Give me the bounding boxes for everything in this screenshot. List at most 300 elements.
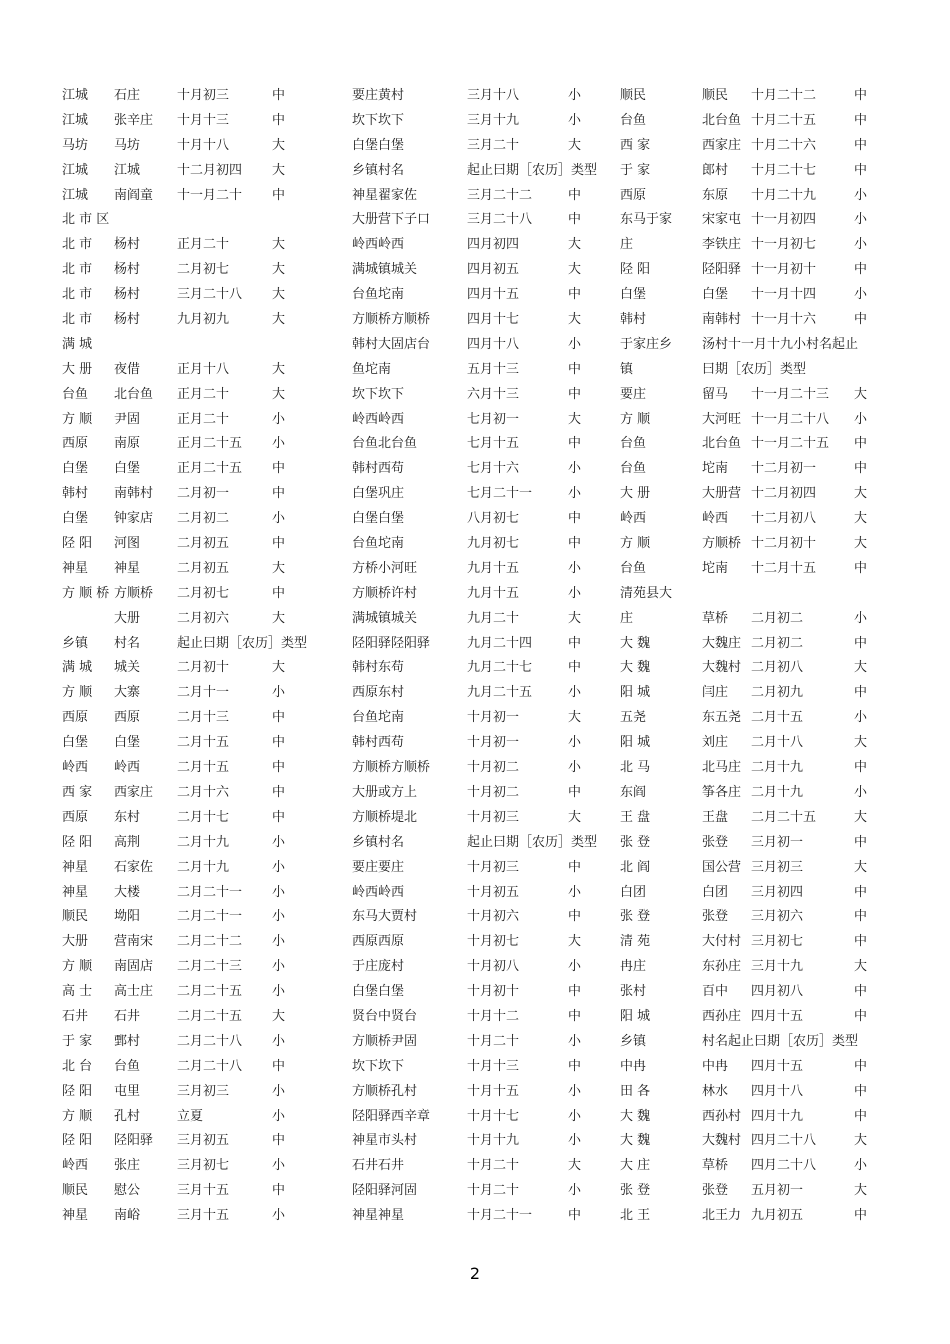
- table-cell: 中: [854, 88, 868, 103]
- table-cell: 小: [568, 1133, 582, 1149]
- table-cell: 中: [272, 187, 286, 203]
- table-cell: 岭西: [114, 760, 141, 776]
- table-cell: 中: [272, 461, 286, 477]
- table-cell: 中: [854, 635, 868, 651]
- table-cell: 小: [568, 461, 582, 477]
- table-cell: 二月十六: [177, 784, 230, 800]
- table-cell: 九月二十五: [467, 685, 533, 701]
- table-cell: 大: [568, 312, 582, 328]
- table-cell: 北 市: [62, 312, 93, 328]
- table-cell: 草桥: [702, 1158, 729, 1174]
- table-cell: 白堡白堡: [352, 511, 405, 527]
- table-cell: 四月初八: [751, 984, 804, 1000]
- table-cell: 十月初六: [467, 909, 520, 925]
- table-cell: 西家庄: [702, 137, 742, 153]
- table-cell: 大: [272, 237, 286, 253]
- table-cell: 七月十六: [467, 461, 520, 477]
- table-cell: 张登: [702, 834, 729, 850]
- table-cell: 十月十三: [177, 112, 230, 128]
- table-cell: 神星: [62, 884, 89, 900]
- table-cell: 方 顺: [62, 411, 93, 427]
- table-cell: 中: [272, 585, 286, 601]
- table-cell: 中: [568, 361, 582, 377]
- table-cell: 鄄村: [114, 1033, 141, 1049]
- table-cell: 中: [568, 536, 582, 552]
- table-cell: 要庄要庄: [352, 859, 405, 875]
- table-cell: 南韩村: [702, 312, 742, 328]
- table-cell: 东孙庄: [702, 959, 742, 975]
- table-cell: 小: [568, 1083, 582, 1099]
- table-cell: 三月初六: [751, 909, 804, 925]
- table-cell: 慰公: [114, 1183, 141, 1199]
- table-cell: 小: [272, 1033, 286, 1049]
- table-cell: 小: [568, 959, 582, 975]
- table-cell: 林水: [702, 1083, 729, 1099]
- table-cell: 十月十三: [467, 1058, 520, 1074]
- table-cell: 二月初五: [177, 536, 230, 552]
- table-cell: 西原东村: [352, 685, 405, 701]
- table-cell: 大: [272, 560, 286, 576]
- table-cell: 小: [272, 685, 286, 701]
- table-cell: 岭西: [702, 511, 729, 527]
- table-cell: 方顺桥方顺桥: [352, 312, 431, 328]
- table-cell: 大册: [62, 934, 89, 950]
- table-cell: 满城镇城关: [352, 610, 418, 626]
- table-cell: 方 顺: [620, 411, 651, 427]
- table-cell: 宋家屯: [702, 212, 742, 228]
- table-cell: 大: [272, 137, 286, 153]
- table-cell: 尹固: [114, 411, 141, 427]
- table-cell: 小: [568, 336, 582, 352]
- table-cell: 岭西: [620, 511, 647, 527]
- table-cell: 八月初七: [467, 511, 520, 527]
- table-cell: 韩村大固店台: [352, 336, 431, 352]
- table-cell: 大: [854, 959, 868, 975]
- table-cell: 十月二十: [467, 1183, 520, 1199]
- table-cell: 张 登: [620, 834, 651, 850]
- table-cell: 北马庄: [702, 760, 742, 776]
- table-cell: 冉庄: [620, 959, 647, 975]
- table-cell: 大: [272, 312, 286, 328]
- table-cell: 北 市: [62, 262, 93, 278]
- table-cell: 中: [568, 984, 582, 1000]
- table-cell: 中: [854, 137, 868, 153]
- table-cell: 二月初二: [177, 511, 230, 527]
- table-cell: 十一月二十: [177, 187, 243, 203]
- table-cell: 二月二十八: [177, 1033, 243, 1049]
- table-cell: 坳阳: [114, 909, 141, 925]
- table-cell: 二月十九: [177, 859, 230, 875]
- table-cell: 台鱼: [620, 461, 647, 477]
- table-cell: 中: [568, 784, 582, 800]
- table-cell: 南韩村: [114, 486, 154, 502]
- table-cell: 小: [854, 1158, 868, 1174]
- table-cell: 江城: [62, 112, 89, 128]
- table-cell: 江城: [114, 162, 141, 178]
- table-cell: 二月初九: [751, 685, 804, 701]
- table-cell: 十二月十五: [751, 560, 817, 576]
- table-cell: 中: [854, 1108, 868, 1124]
- table-cell: 大: [568, 710, 582, 726]
- table-cell: 大 魏: [620, 635, 651, 651]
- table-cell: 大: [272, 610, 286, 626]
- table-cell: 四月初五: [467, 262, 520, 278]
- table-cell: 陉 阳: [62, 536, 93, 552]
- table-cell: 百中: [702, 984, 729, 1000]
- table-cell: 坨南: [702, 461, 729, 477]
- table-cell: 大: [272, 287, 286, 303]
- table-cell: 西孙村: [702, 1108, 742, 1124]
- table-cell: 四月十五: [751, 1008, 804, 1024]
- table-cell: 马坊: [62, 137, 89, 153]
- table-cell: 二月初七: [177, 262, 230, 278]
- table-cell: 十一月初七: [751, 237, 817, 253]
- table-cell: 石井: [62, 1008, 89, 1024]
- table-cell: 中: [854, 909, 868, 925]
- table-cell: 城关: [114, 660, 141, 676]
- table-cell: 大: [272, 386, 286, 402]
- table-cell: 大: [854, 386, 868, 402]
- table-cell: 大寨: [114, 685, 141, 701]
- table-cell: 张 登: [620, 1183, 651, 1199]
- table-cell: 起止曰期［农历］类型: [467, 162, 598, 178]
- table-cell: 十月初七: [467, 934, 520, 950]
- table-cell: 中: [854, 984, 868, 1000]
- table-cell: 中: [272, 88, 286, 103]
- table-cell: 北 王: [620, 1208, 651, 1224]
- table-cell: 中: [272, 735, 286, 751]
- table-cell: 中: [854, 760, 868, 776]
- table-cell: 中: [854, 685, 868, 701]
- table-cell: 中: [272, 809, 286, 825]
- table-cell: 三月初五: [177, 1133, 230, 1149]
- table-cell: 大 庄: [620, 1158, 651, 1174]
- table-cell: 要庄: [620, 386, 647, 402]
- table-cell: 满 城: [62, 336, 93, 352]
- table-cell: 中: [568, 859, 582, 875]
- table-cell: 张村: [620, 984, 647, 1000]
- table-cell: 岭西岭西: [352, 884, 405, 900]
- table-cell: 大: [854, 735, 868, 751]
- table-cell: 方顺桥许村: [352, 585, 418, 601]
- table-cell: 二月初一: [177, 486, 230, 502]
- table-cell: 大河旺: [702, 411, 742, 427]
- table-cell: 大册: [114, 610, 141, 626]
- table-cell: 立夏: [177, 1108, 204, 1124]
- table-cell: 小: [272, 834, 286, 850]
- table-cell: 大册营下子口: [352, 212, 431, 228]
- table-cell: 小: [568, 884, 582, 900]
- table-cell: 小: [272, 511, 286, 527]
- table-cell: 王盘: [702, 809, 729, 825]
- table-cell: 三月初七: [751, 934, 804, 950]
- table-cell: 坨南: [702, 560, 729, 576]
- table-cell: 起止曰期［农历］类型: [467, 834, 598, 850]
- table-cell: 正月二十: [177, 386, 230, 402]
- table-cell: 小: [272, 909, 286, 925]
- table-cell: 东阎: [620, 784, 647, 800]
- table-cell: 石井: [114, 1008, 141, 1024]
- table-cell: 三月初三: [751, 859, 804, 875]
- table-cell: 方顺桥方顺桥: [352, 760, 431, 776]
- table-cell: 张登: [702, 1183, 729, 1199]
- table-cell: 于家庄乡: [620, 336, 673, 352]
- table-cell: 大: [854, 1183, 868, 1199]
- table-cell: 方 顺: [62, 685, 93, 701]
- table-cell: 十一月初四: [751, 212, 817, 228]
- table-cell: 西原: [62, 436, 89, 452]
- table-cell: 方 顺: [62, 959, 93, 975]
- table-cell: 十月十五: [467, 1083, 520, 1099]
- table-cell: 起止曰期［农历］类型: [177, 635, 308, 651]
- table-cell: 小: [568, 560, 582, 576]
- table-cell: 中: [568, 1208, 582, 1224]
- table-cell: 二月二十一: [177, 909, 243, 925]
- table-cell: 小: [854, 212, 868, 228]
- table-cell: 中冉: [620, 1058, 647, 1074]
- table-cell: 大册营: [702, 486, 742, 502]
- table-cell: 韩村: [62, 486, 89, 502]
- table-cell: 陉阳驿陉阳驿: [352, 635, 431, 651]
- table-cell: 刘庄: [702, 735, 729, 751]
- table-cell: 小: [854, 287, 868, 303]
- table-cell: 大: [568, 137, 582, 153]
- table-cell: 北 马: [620, 760, 651, 776]
- table-cell: 大: [568, 1158, 582, 1174]
- table-cell: 方顺桥尹固: [352, 1033, 418, 1049]
- table-cell: 十月二十: [467, 1158, 520, 1174]
- table-cell: 十一月二十八: [751, 411, 830, 427]
- table-cell: 中: [854, 436, 868, 452]
- table-cell: 白堡: [620, 287, 647, 303]
- table-cell: 于庄庞村: [352, 959, 405, 975]
- table-cell: 清苑县大: [620, 585, 673, 601]
- table-cell: 二月十七: [177, 809, 230, 825]
- table-cell: 东马大贾村: [352, 909, 418, 925]
- table-cell: 七月十五: [467, 436, 520, 452]
- table-cell: 韩村东苟: [352, 660, 405, 676]
- table-cell: 四月十八: [467, 336, 520, 352]
- table-cell: 坎下坎下: [352, 386, 405, 402]
- table-cell: 神星: [62, 560, 89, 576]
- table-cell: 北王力: [702, 1208, 742, 1224]
- table-cell: 小: [568, 735, 582, 751]
- table-cell: 小: [272, 436, 286, 452]
- table-cell: 三月二十八: [467, 212, 533, 228]
- table-cell: 二月二十二: [177, 934, 243, 950]
- table-cell: 方顺桥: [702, 536, 742, 552]
- table-cell: 三月十五: [177, 1183, 230, 1199]
- table-cell: 小: [272, 1108, 286, 1124]
- table-cell: 小: [272, 884, 286, 900]
- table-cell: 营南宋: [114, 934, 154, 950]
- table-cell: 石庄: [114, 88, 141, 103]
- table-cell: 于 家: [620, 162, 651, 178]
- table-cell: 中: [854, 884, 868, 900]
- table-cell: 小: [568, 486, 582, 502]
- table-cell: 顺民: [702, 88, 729, 103]
- table-cell: 西原: [114, 710, 141, 726]
- table-cell: 曰期［农历］类型: [702, 361, 807, 377]
- table-cell: 张庄: [114, 1158, 141, 1174]
- table-cell: 中冉: [702, 1058, 729, 1074]
- table-cell: 正月二十: [177, 237, 230, 253]
- table-cell: 大: [568, 610, 582, 626]
- table-cell: 中: [854, 112, 868, 128]
- table-cell: 十月初一: [467, 735, 520, 751]
- table-cell: 十月初十: [467, 984, 520, 1000]
- table-cell: 白堡: [62, 461, 89, 477]
- table-cell: 二月初七: [177, 585, 230, 601]
- table-cell: 中: [568, 287, 582, 303]
- table-cell: 中: [272, 112, 286, 128]
- table-cell: 台鱼坨南: [352, 287, 405, 303]
- table-cell: 四月二十八: [751, 1133, 817, 1149]
- table-cell: 方顺桥: [114, 585, 154, 601]
- table-cell: 陉阳驿: [702, 262, 742, 278]
- table-cell: 小: [568, 760, 582, 776]
- table-cell: 阳 城: [620, 685, 651, 701]
- table-cell: 西原: [620, 187, 647, 203]
- table-cell: 十月初八: [467, 959, 520, 975]
- table-cell: 大: [272, 162, 286, 178]
- table-cell: 十一月初十: [751, 262, 817, 278]
- table-cell: 十一月二十五: [751, 436, 830, 452]
- table-cell: 神星: [62, 1208, 89, 1224]
- table-cell: 国公营: [702, 859, 742, 875]
- table-cell: 中: [854, 934, 868, 950]
- table-cell: 孔村: [114, 1108, 141, 1124]
- table-cell: 小: [272, 959, 286, 975]
- table-cell: 神星市头村: [352, 1133, 418, 1149]
- table-cell: 陉 阳: [62, 1133, 93, 1149]
- table-cell: 要庄黄村: [352, 88, 405, 103]
- table-cell: 张 登: [620, 909, 651, 925]
- table-cell: 十月二十七: [751, 162, 817, 178]
- table-cell: 三月十九: [467, 112, 520, 128]
- table-cell: 北 台: [62, 1058, 93, 1074]
- table-cell: 乡镇村名: [352, 834, 405, 850]
- table-cell: 西原: [62, 710, 89, 726]
- table-cell: 台鱼北台鱼: [352, 436, 418, 452]
- table-cell: 中: [568, 511, 582, 527]
- table-cell: 白堡: [114, 461, 141, 477]
- table-cell: 十月初三: [467, 859, 520, 875]
- table-cell: 大付村: [702, 934, 742, 950]
- table-cell: 二月十五: [177, 760, 230, 776]
- table-cell: 庄: [620, 610, 634, 626]
- table-cell: 西孙庄: [702, 1008, 742, 1024]
- table-cell: 岭西岭西: [352, 411, 405, 427]
- table-cell: 三月二十: [467, 137, 520, 153]
- table-cell: 十一月十六: [751, 312, 817, 328]
- table-cell: 中: [272, 760, 286, 776]
- table-cell: 二月十三: [177, 710, 230, 726]
- table-cell: 大: [272, 262, 286, 278]
- table-cell: 十月二十五: [751, 112, 817, 128]
- table-cell: 三月初一: [751, 834, 804, 850]
- table-cell: 方顺桥孔村: [352, 1083, 418, 1099]
- table-cell: 小: [272, 984, 286, 1000]
- table-cell: 二月二十五: [177, 984, 243, 1000]
- table-cell: 大: [854, 809, 868, 825]
- table-cell: 中: [272, 710, 286, 726]
- table-cell: 中: [568, 436, 582, 452]
- table-cell: 中: [568, 187, 582, 203]
- table-cell: 满城镇城关: [352, 262, 418, 278]
- table-cell: 二月初八: [751, 660, 804, 676]
- table-cell: 小: [854, 710, 868, 726]
- table-cell: 南原: [114, 436, 141, 452]
- table-cell: 阳 城: [620, 1008, 651, 1024]
- table-cell: 中: [272, 1183, 286, 1199]
- table-cell: 北 市 区: [62, 212, 110, 228]
- table-cell: 大册或方上: [352, 784, 418, 800]
- table-cell: 草桥: [702, 610, 729, 626]
- table-cell: 鱼坨南: [352, 361, 392, 377]
- table-cell: 北 市: [62, 287, 93, 303]
- table-cell: 方 顺: [62, 1108, 93, 1124]
- table-cell: 中: [272, 784, 286, 800]
- table-cell: 四月十八: [751, 1083, 804, 1099]
- table-cell: 江城: [62, 88, 89, 103]
- table-cell: 十月初三: [467, 809, 520, 825]
- table-cell: 二月二十一: [177, 884, 243, 900]
- table-cell: 满 城: [62, 660, 93, 676]
- table-cell: 中: [854, 162, 868, 178]
- table-cell: 台鱼: [620, 112, 647, 128]
- table-cell: 杨村: [114, 237, 141, 253]
- table-cell: 五月初一: [751, 1183, 804, 1199]
- table-cell: 筝各庄: [702, 784, 742, 800]
- table-cell: 北台鱼: [702, 112, 742, 128]
- table-cell: 白团: [702, 884, 729, 900]
- table-cell: 十月初一: [467, 710, 520, 726]
- table-cell: 西家庄: [114, 784, 154, 800]
- table-cell: 五尧: [620, 710, 647, 726]
- table-cell: 钟家店: [114, 511, 154, 527]
- table-cell: 大 魏: [620, 660, 651, 676]
- table-cell: 台鱼: [62, 386, 89, 402]
- table-cell: 十月二十: [467, 1033, 520, 1049]
- table-cell: 十月初五: [467, 884, 520, 900]
- table-cell: 镇: [620, 361, 634, 377]
- table-cell: 三月十九: [751, 959, 804, 975]
- table-cell: 二月十五: [751, 710, 804, 726]
- table-cell: 神星: [114, 560, 141, 576]
- table-cell: 夜借: [114, 361, 141, 377]
- table-cell: 三月初七: [177, 1158, 230, 1174]
- table-cell: 二月二十五: [751, 809, 817, 825]
- table-cell: 大 册: [620, 486, 651, 502]
- table-cell: 白堡: [62, 735, 89, 751]
- table-cell: 十月二十九: [751, 187, 817, 203]
- table-cell: 十二月初十: [751, 536, 817, 552]
- table-cell: 乡镇: [62, 635, 89, 651]
- table-cell: 中: [854, 1083, 868, 1099]
- table-cell: 乡镇: [620, 1033, 647, 1049]
- table-cell: 台鱼坨南: [352, 536, 405, 552]
- table-cell: 九月十五: [467, 560, 520, 576]
- table-cell: 九月二十: [467, 610, 520, 626]
- table-cell: 小: [568, 1183, 582, 1199]
- table-cell: 大: [272, 1008, 286, 1024]
- table-cell: 北 市: [62, 237, 93, 253]
- table-cell: 中: [568, 635, 582, 651]
- table-cell: 中: [272, 1058, 286, 1074]
- table-cell: 南阎童: [114, 187, 154, 203]
- table-cell: 九月二十四: [467, 635, 533, 651]
